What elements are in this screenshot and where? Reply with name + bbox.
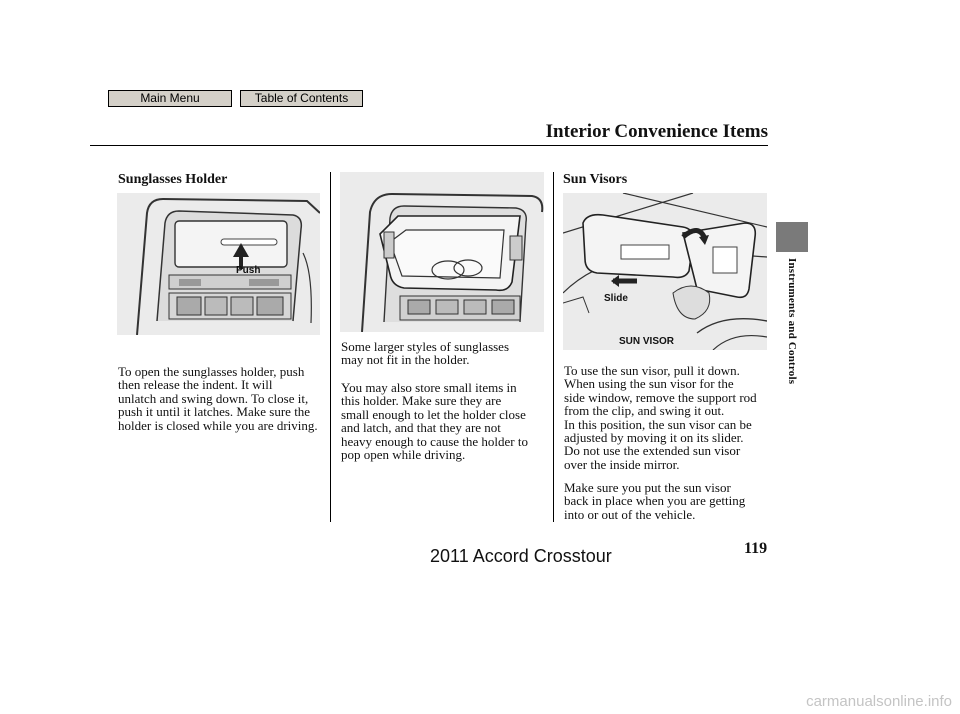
column-divider-right: [553, 172, 554, 522]
column-divider-left: [330, 172, 331, 522]
sun-visor-instructions: To use the sun visor, pull it down. When using the sun visor for the side window, remove the support rod from the clip, and swing it out. In this position, the sun visor can be adjusted by moving it on its slider. Do not use the extended sun visor over the inside mirror.: [564, 363, 757, 472]
slide-caption: Slide: [604, 293, 628, 304]
sunglasses-holder-text: To open the sunglasses holder, push then release the indent. It will unlatch and swing down. To close it, push it until it latches. Make sure the holder is closed while you are driving.: [118, 364, 318, 433]
larger-sunglasses-note: Some larger styles of sunglasses may not fit in the holder.: [341, 339, 510, 368]
sunglasses-holder-heading: Sunglasses Holder: [118, 172, 228, 187]
open-holder-illustration: [340, 172, 544, 332]
table-of-contents-button[interactable]: Table of Contents: [240, 90, 363, 107]
sun-visors-heading: Sun Visors: [563, 172, 628, 187]
sun-visor-caption: SUN VISOR: [619, 336, 675, 347]
sun-visor-caution: Make sure you put the sun visor back in place when you are getting into or out of the vehicle.: [564, 480, 746, 522]
page-number: 119: [744, 540, 768, 557]
sun-visor-illustration: [563, 193, 767, 350]
model-name: 2011 Accord Crosstour: [430, 546, 612, 566]
push-caption: Push: [236, 265, 261, 276]
header-divider: [90, 145, 768, 146]
main-menu-button[interactable]: Main Menu: [108, 90, 232, 107]
slide-arrow-icon: [611, 275, 619, 287]
watermark: carmanualsonline.info: [806, 693, 952, 710]
small-items-note: You may also store small items in this holder. Make sure they are small enough to let the holder close and latch, and that they are not heavy enough to cause the holder to pop open while driving.: [341, 380, 528, 463]
page-title: Interior Convenience Items: [545, 121, 768, 142]
sunglasses-holder-illustration: [117, 193, 320, 335]
section-label: Instruments and Controls: [786, 258, 798, 385]
section-tab: [776, 222, 808, 252]
